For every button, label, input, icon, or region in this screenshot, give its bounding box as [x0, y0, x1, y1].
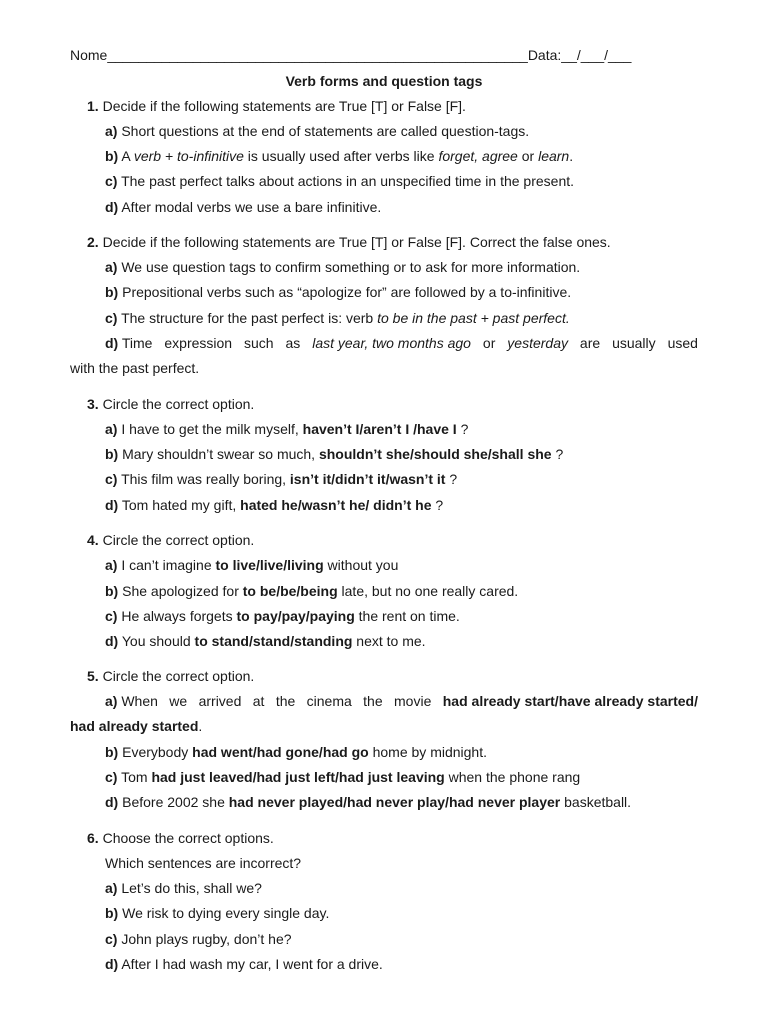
q6-item-d — [105, 955, 383, 973]
item-letter: a) — [105, 880, 118, 896]
question-text: Circle the correct option. — [102, 668, 255, 684]
item-letter: d) — [105, 956, 119, 972]
item-options: to be/be/being — [242, 583, 338, 599]
item-text: Everybody — [122, 744, 193, 760]
q6-item-b — [105, 904, 329, 922]
item-text: After modal verbs we use a bare infinitive. — [121, 199, 382, 215]
item-options: haven’t I/aren’t I /have I — [302, 421, 457, 437]
item-text: Prepositional verbs such as “apologize for” are followed by a to-infinitive. — [122, 284, 572, 300]
item-letter: a) — [105, 693, 118, 709]
question-1 — [87, 97, 466, 115]
item-text: Tom hated my gift, — [121, 497, 241, 513]
item-italic: verb + to-infinitive — [133, 148, 244, 164]
item-text: I can’t imagine — [121, 557, 216, 573]
item-italic: to be in the past + past perfect. — [377, 310, 570, 326]
item-options: isn’t it/didn’t it/wasn’t it — [289, 471, 446, 487]
item-text: when the phone rang — [444, 769, 581, 785]
q5-item-b — [105, 743, 487, 761]
item-word: or — [482, 335, 496, 351]
item-text: Let’s do this, shall we? — [121, 880, 262, 896]
item-text: ? — [551, 446, 564, 462]
q4-item-d — [105, 632, 426, 650]
item-letter: b) — [105, 905, 119, 921]
question-5 — [87, 667, 254, 685]
item-text: The past perfect talks about actions in an unspecified time in the present. — [121, 173, 575, 189]
item-text: John plays rugby, don’t he? — [121, 931, 292, 947]
item-text: . — [198, 718, 203, 734]
item-text: He always forgets — [121, 608, 237, 624]
q5-item-a — [105, 692, 698, 710]
q2-item-a — [105, 258, 580, 276]
item-word: movie — [394, 693, 432, 709]
item-word: expression — [164, 335, 233, 351]
name-label: Nome — [70, 47, 108, 63]
q3-item-a — [105, 420, 468, 438]
question-text: Decide if the following statements are True [T] or False [F]. — [102, 98, 466, 114]
item-letter: d) — [105, 199, 119, 215]
item-text: Before 2002 she — [122, 794, 229, 810]
item-text: late, but no one really cared. — [337, 583, 519, 599]
item-italic: forget, agree — [438, 148, 518, 164]
question-6 — [87, 829, 274, 847]
item-text: The structure for the past perfect is: verb — [121, 310, 378, 326]
item-letter: a) — [105, 421, 118, 437]
question-number: 1. — [87, 98, 99, 114]
q1-item-d — [105, 198, 381, 216]
q4-item-a — [105, 556, 398, 574]
name-blank: ______________________________________________________ — [107, 47, 528, 63]
item-word: used — [667, 335, 698, 351]
item-word: are — [579, 335, 601, 351]
item-text: the rent on time. — [354, 608, 460, 624]
question-text: Choose the correct options. — [102, 830, 274, 846]
item-letter: d) — [105, 335, 119, 351]
item-text: A — [121, 148, 134, 164]
item-word: Time — [121, 335, 153, 351]
item-italic: last year, two months ago — [312, 335, 471, 351]
item-options: to live/live/living — [215, 557, 324, 573]
item-text: Tom — [121, 769, 152, 785]
question-text: Decide if the following statements are True [T] or False [F]. Correct the false ones. — [102, 234, 611, 250]
item-text: home by midnight. — [368, 744, 488, 760]
question-number: 3. — [87, 396, 99, 412]
item-word: the — [275, 693, 296, 709]
q4-item-c — [105, 607, 460, 625]
item-text: next to me. — [352, 633, 426, 649]
item-letter: d) — [105, 633, 119, 649]
item-letter: c) — [105, 608, 118, 624]
q6-item-a — [105, 879, 262, 897]
item-word: usually — [612, 335, 656, 351]
item-letter: a) — [105, 259, 118, 275]
item-letter: c) — [105, 931, 118, 947]
question-text: Circle the correct option. — [102, 396, 255, 412]
q3-item-b — [105, 445, 563, 463]
q5-item-a-continued — [70, 717, 202, 735]
item-text: ? — [431, 497, 444, 513]
item-letter: c) — [105, 310, 118, 326]
item-text: without you — [323, 557, 399, 573]
item-options: had already started — [70, 718, 199, 734]
item-options: hated he/wasn’t he/ didn’t he — [240, 497, 432, 513]
item-letter: c) — [105, 173, 118, 189]
q6-subprompt: Which sentences are incorrect? — [105, 855, 302, 871]
q1-item-b — [105, 147, 573, 165]
item-letter: a) — [105, 557, 118, 573]
item-text: I have to get the milk myself, — [121, 421, 303, 437]
item-text: is usually used after verbs like — [243, 148, 439, 164]
q3-item-c — [105, 470, 457, 488]
item-text: basketball. — [560, 794, 632, 810]
q2-item-d — [105, 334, 698, 352]
item-options: had just leaved/had just left/had just leaving — [151, 769, 445, 785]
worksheet-title: Verb forms and question tags — [285, 73, 483, 89]
item-options: to pay/pay/paying — [236, 608, 355, 624]
q5-item-d — [105, 793, 631, 811]
date-blank: __/___/___ — [561, 47, 632, 63]
header-line — [70, 46, 631, 64]
item-text: She apologized for — [122, 583, 243, 599]
item-italic: yesterday — [507, 335, 568, 351]
item-letter: c) — [105, 471, 118, 487]
q2-item-c — [105, 309, 570, 327]
q2-item-b — [105, 283, 571, 301]
date-label: Data: — [527, 47, 562, 63]
item-text: You should — [121, 633, 195, 649]
item-letter: d) — [105, 794, 119, 810]
item-letter: b) — [105, 148, 119, 164]
item-options: shouldn’t she/should she/shall she — [318, 446, 552, 462]
item-options: to stand/stand/standing — [194, 633, 353, 649]
item-text: . — [569, 148, 574, 164]
q1-item-a — [105, 122, 529, 140]
item-word: such — [244, 335, 274, 351]
item-text: or — [517, 148, 539, 164]
item-italic: learn — [538, 148, 570, 164]
item-word: cinema — [306, 693, 352, 709]
q3-item-d — [105, 496, 443, 514]
item-options: had went/had gone/had go — [192, 744, 369, 760]
question-text: Circle the correct option. — [102, 532, 255, 548]
item-letter: b) — [105, 446, 119, 462]
question-2 — [87, 233, 611, 251]
item-letter: b) — [105, 284, 119, 300]
item-text: We use question tags to confirm something or to ask for more information. — [121, 259, 581, 275]
question-number: 4. — [87, 532, 99, 548]
item-text: Mary shouldn’t swear so much, — [122, 446, 319, 462]
item-text: ? — [445, 471, 458, 487]
item-text: We risk to dying every single day. — [122, 905, 330, 921]
item-letter: b) — [105, 744, 119, 760]
item-text: This film was really boring, — [121, 471, 290, 487]
question-number: 6. — [87, 830, 99, 846]
item-options: had already start/have already started/ — [442, 693, 698, 709]
item-options: had never played/had never play/had never player — [228, 794, 561, 810]
item-letter: d) — [105, 497, 119, 513]
question-3 — [87, 395, 254, 413]
item-word: When — [121, 693, 158, 709]
item-letter: a) — [105, 123, 118, 139]
q6-item-c — [105, 930, 292, 948]
item-word: arrived — [198, 693, 242, 709]
q4-item-b — [105, 582, 518, 600]
item-word: at — [252, 693, 265, 709]
item-word: we — [169, 693, 188, 709]
question-number: 5. — [87, 668, 99, 684]
q5-item-c — [105, 768, 580, 786]
question-number: 2. — [87, 234, 99, 250]
item-text: Short questions at the end of statements are called question-tags. — [121, 123, 530, 139]
item-text: ? — [456, 421, 469, 437]
item-word: the — [363, 693, 383, 709]
q1-item-c — [105, 172, 574, 190]
item-text: After I had wash my car, I went for a drive. — [121, 956, 383, 972]
item-letter: b) — [105, 583, 119, 599]
q2-item-d-continued: with the past perfect. — [70, 360, 200, 376]
question-4 — [87, 531, 254, 549]
item-letter: c) — [105, 769, 118, 785]
item-word: as — [285, 335, 301, 351]
